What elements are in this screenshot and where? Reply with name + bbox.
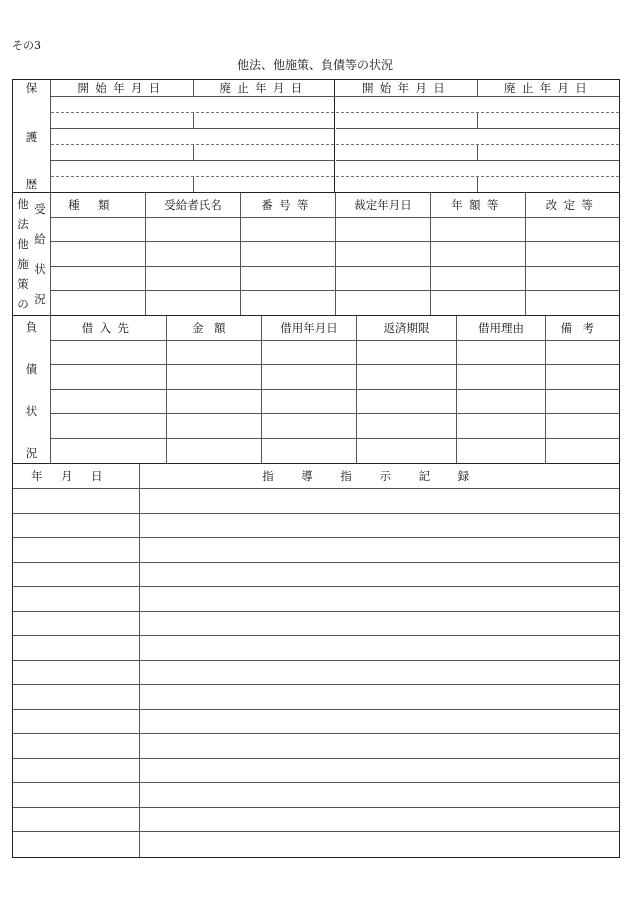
benefits-side-char: 法 bbox=[17, 217, 29, 231]
debt-header-borrow-date: 借用年月日 bbox=[280, 321, 338, 335]
page-number: その3 bbox=[12, 39, 41, 52]
benefits-side-char: 給 bbox=[34, 232, 46, 246]
debt-header-lender: 借入先 bbox=[81, 321, 136, 335]
benefits-header-number: 番号等 bbox=[261, 198, 315, 212]
protection-side-char: 保 bbox=[25, 81, 38, 95]
document-title: 他法、他施策、負債等の状況 bbox=[236, 58, 393, 72]
benefits-side-char: 況 bbox=[34, 292, 46, 306]
benefits-side-char: 他 bbox=[17, 237, 29, 251]
records-header-date: 年月日 bbox=[31, 469, 121, 483]
benefits-header-annual: 年額等 bbox=[451, 198, 505, 212]
benefits-side-char: 策 bbox=[17, 277, 29, 291]
records-header-guidance: 指導指示記録 bbox=[262, 469, 497, 483]
protection-header-start-2: 開始年月日 bbox=[361, 81, 452, 95]
debt-side-char: 状 bbox=[25, 404, 38, 418]
protection-header-end-2: 廃止年月日 bbox=[503, 81, 594, 95]
protection-side-char: 歴 bbox=[25, 177, 38, 191]
benefits-header-decision-date: 裁定年月日 bbox=[354, 198, 412, 212]
benefits-side-char: 状 bbox=[34, 262, 46, 276]
benefits-header-revision: 改定等 bbox=[545, 198, 600, 212]
benefits-side-col2 bbox=[31, 194, 49, 314]
debt-header-notes: 備考 bbox=[560, 321, 605, 335]
protection-side-char: 護 bbox=[25, 130, 38, 144]
debt-header-reason: 借用理由 bbox=[478, 321, 524, 335]
debt-side-char: 債 bbox=[25, 362, 38, 376]
debt-header-due: 返済期限 bbox=[383, 321, 430, 335]
benefits-side-char: 施 bbox=[17, 257, 29, 271]
debt-side-char: 況 bbox=[25, 446, 38, 460]
debt-side-char: 負 bbox=[25, 320, 38, 334]
benefits-side-col1 bbox=[14, 194, 32, 314]
debt-header-amount: 金額 bbox=[192, 321, 236, 335]
protection-header-start-1: 開始年月日 bbox=[77, 81, 167, 95]
benefits-side-char: 受 bbox=[34, 202, 46, 216]
benefits-side-char: の bbox=[17, 297, 29, 311]
benefits-side-char: 他 bbox=[17, 197, 29, 211]
benefits-header-type: 種類 bbox=[68, 198, 128, 212]
benefits-header-recipient: 受給者氏名 bbox=[164, 198, 222, 212]
protection-header-end-1: 廃止年月日 bbox=[219, 81, 309, 95]
